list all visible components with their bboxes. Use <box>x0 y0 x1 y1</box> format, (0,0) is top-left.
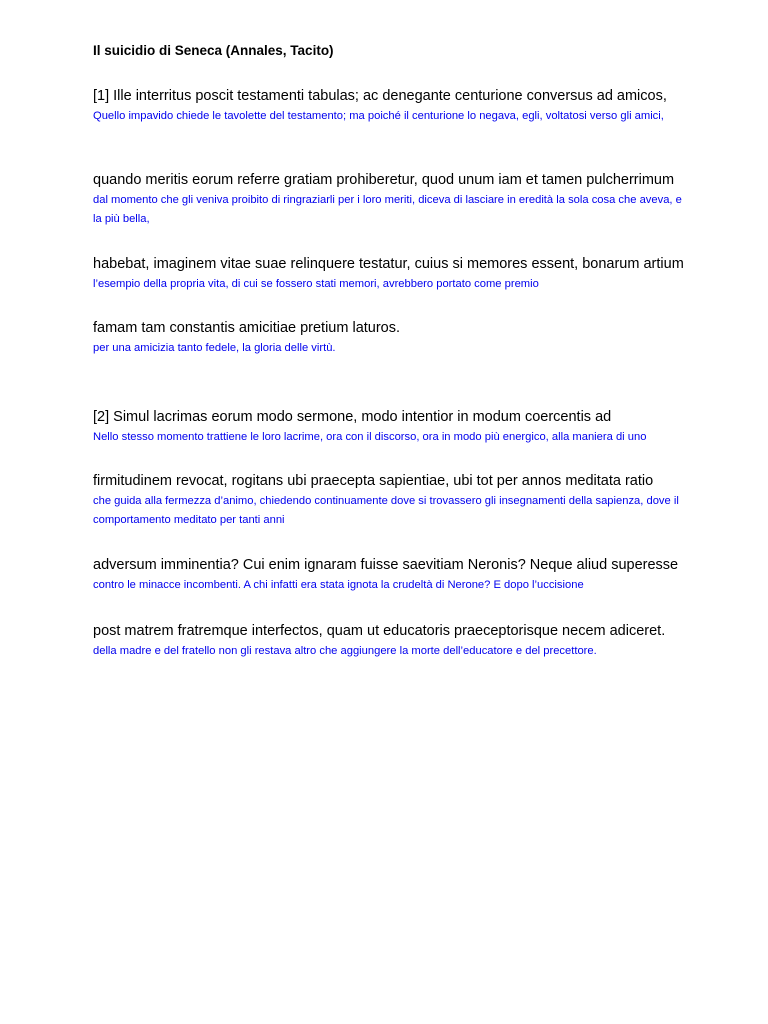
latin-line-3: habebat, imaginem vitae suae relinquere testatur, cuius si memores essent, bonarum artium <box>93 256 684 272</box>
translation-line-1: Quello impavido chiede le tavolette del testamento; ma poiché il centurione lo negava, egli, voltatosi verso gli amici, <box>93 110 664 122</box>
translation-line-2: dal momento che gli veniva proibito di ringraziarli per i loro meriti, diceva di lasciare in eredità la sola cosa che aveva, e la più bella, <box>93 194 682 225</box>
latin-line-1: [1] Ille interritus poscit testamenti tabulas; ac denegante centurione conversus ad amicos, <box>93 88 667 104</box>
latin-line-7: adversum imminentia? Cui enim ignaram fuisse saevitiam Neronis? Neque aliud superesse <box>93 557 679 573</box>
translation-line-3: l’esempio della propria vita, di cui se fossero stati memori, avrebbero portato come premio <box>93 278 539 290</box>
document-title: Il suicidio di Seneca (Annales, Tacito) <box>93 43 334 58</box>
latin-line-8: post matrem fratremque interfectos, quam ut educatoris praeceptorisque necem adiceret. <box>93 623 666 639</box>
translation-line-7: contro le minacce incombenti. A chi infatti era stata ignota la crudeltà di Nerone? E dopo l’uccisione <box>93 579 584 591</box>
latin-line-2: quando meritis eorum referre gratiam prohiberetur, quod unum iam et tamen pulcherrimum <box>93 172 675 188</box>
latin-line-5: [2] Simul lacrimas eorum modo sermone, modo intentior in modum coercentis ad <box>93 409 612 425</box>
translation-line-5: Nello stesso momento trattiene le loro lacrime, ora con il discorso, ora in modo più energico, alla maniera di uno <box>93 431 647 443</box>
latin-line-4: famam tam constantis amicitiae pretium laturos. <box>93 320 401 336</box>
translation-line-6: che guida alla fermezza d’animo, chiedendo continuamente dove si trovassero gli insegnamenti della sapienza, dove il comportamento meditato per tanti anni <box>93 495 679 526</box>
latin-line-6: firmitudinem revocat, rogitans ubi praecepta sapientiae, ubi tot per annos meditata ratio <box>93 473 654 489</box>
translation-line-8: della madre e del fratello non gli restava altro che aggiungere la morte dell’educatore e del precettore. <box>93 645 597 657</box>
translation-line-4: per una amicizia tanto fedele, la gloria delle virtù. <box>93 342 336 354</box>
